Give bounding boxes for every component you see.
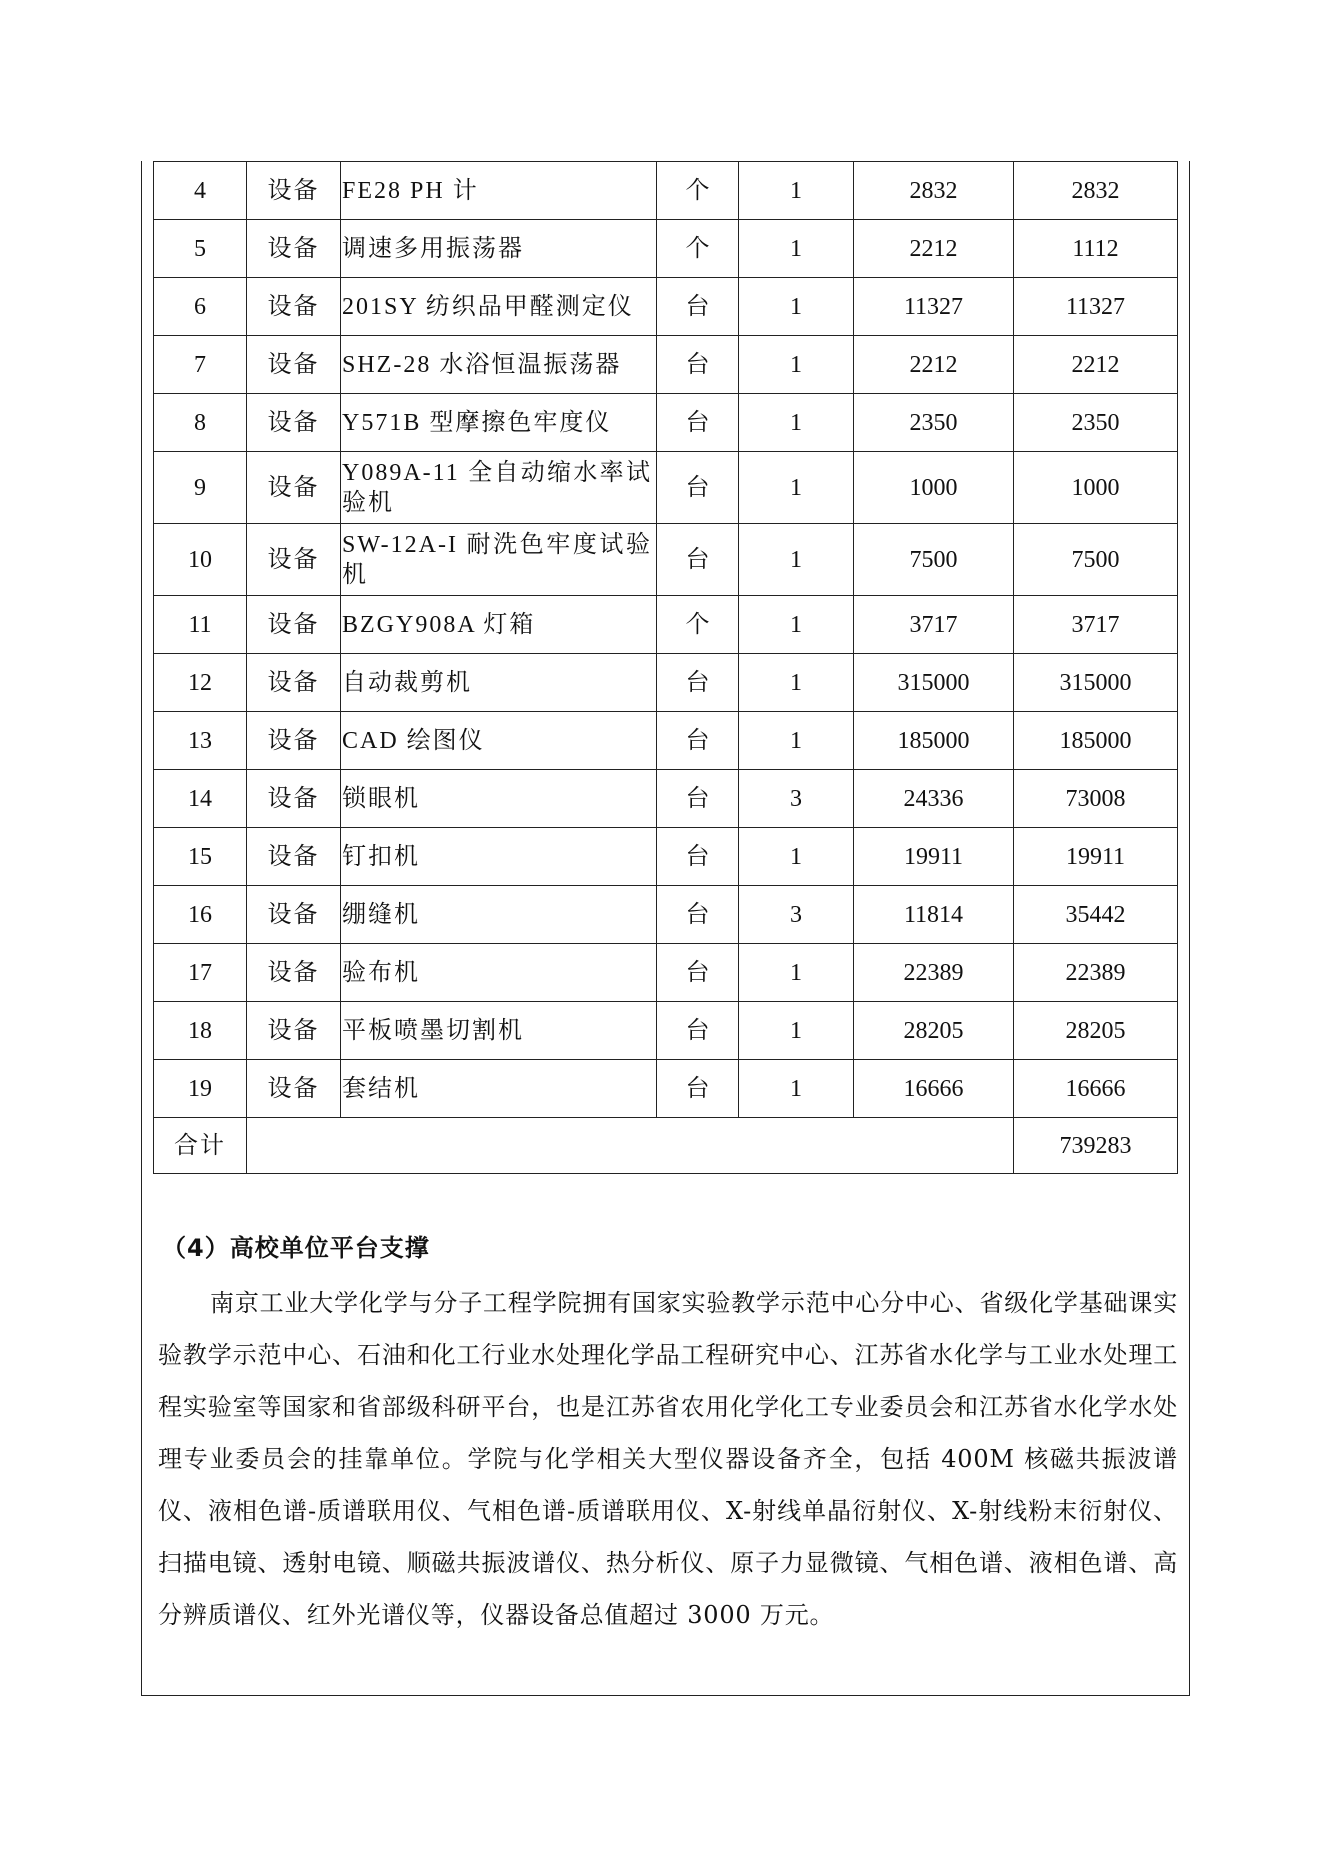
table-row	[154, 944, 1178, 1002]
row-item-name: 锁眼机	[341, 770, 657, 828]
table-row	[154, 1060, 1178, 1118]
row-category: 设备	[247, 712, 341, 770]
sum-empty-cell	[247, 1118, 1014, 1174]
row-quantity: 1	[739, 828, 854, 886]
row-item-name: 201SY 纺织品甲醛测定仪	[341, 278, 657, 336]
row-number: 10	[154, 524, 247, 596]
row-item-name: 绷缝机	[341, 886, 657, 944]
row-number: 9	[154, 452, 247, 524]
row-item-name: 调速多用振荡器	[341, 220, 657, 278]
row-unit: 个	[657, 220, 739, 278]
row-quantity: 3	[739, 886, 854, 944]
table-row	[154, 712, 1178, 770]
row-quantity: 1	[739, 1060, 854, 1118]
row-item-name: CAD 绘图仪	[341, 712, 657, 770]
row-category: 设备	[247, 220, 341, 278]
row-number: 15	[154, 828, 247, 886]
row-item-name: 钉扣机	[341, 828, 657, 886]
row-category: 设备	[247, 162, 341, 220]
row-unit-price: 3717	[854, 596, 1014, 654]
row-unit-price: 185000	[854, 712, 1014, 770]
row-category: 设备	[247, 452, 341, 524]
row-total: 28205	[1014, 1002, 1178, 1060]
row-unit-price: 16666	[854, 1060, 1014, 1118]
row-item-name: FE28 PH 计	[341, 162, 657, 220]
row-unit-price: 11814	[854, 886, 1014, 944]
row-unit: 台	[657, 1002, 739, 1060]
row-item-name: BZGY908A 灯箱	[341, 596, 657, 654]
row-number: 8	[154, 394, 247, 452]
row-unit: 个	[657, 162, 739, 220]
row-category: 设备	[247, 336, 341, 394]
row-number: 19	[154, 1060, 247, 1118]
row-total: 3717	[1014, 596, 1178, 654]
row-item-name: 验布机	[341, 944, 657, 1002]
table-row	[154, 278, 1178, 336]
row-unit-price: 24336	[854, 770, 1014, 828]
table-row	[154, 654, 1178, 712]
row-unit-price: 1000	[854, 452, 1014, 524]
row-unit: 个	[657, 596, 739, 654]
row-category: 设备	[247, 278, 341, 336]
row-quantity: 1	[739, 654, 854, 712]
row-quantity: 1	[739, 162, 854, 220]
equipment-table	[153, 161, 1178, 1174]
row-unit: 台	[657, 712, 739, 770]
sum-row	[154, 1118, 1178, 1174]
row-quantity: 1	[739, 944, 854, 1002]
row-unit: 台	[657, 770, 739, 828]
row-unit-price: 19911	[854, 828, 1014, 886]
row-number: 12	[154, 654, 247, 712]
row-item-name: SW-12A-I 耐洗色牢度试验机	[341, 524, 657, 596]
table-row	[154, 162, 1178, 220]
platform-support-section	[158, 1228, 1178, 1641]
row-total: 73008	[1014, 770, 1178, 828]
table-row	[154, 828, 1178, 886]
section-paragraph: 南京工业大学化学与分子工程学院拥有国家实验教学示范中心分中心、省级化学基础课实验教学示范中心、石油和化工行业水处理化学品工程研究中心、江苏省水化学与工业水处理工程实验室等国家和省部级科研平台，也是江苏省农用化学化工专业委员会和江苏省水化学水处理专业委员会的挂靠单位。学院与化学相关大型仪器设备齐全，包括 400M 核磁共振波谱仪、液相色谱-质谱联用仪、气相色谱-质谱联用仪、X-射线单晶衍射仪、X-射线粉末衍射仪、扫描电镜、透射电镜、顺磁共振波谱仪、热分析仪、原子力显微镜、气相色谱、液相色谱、高分辨质谱仪、红外光谱仪等，仪器设备总值超过 3000 万元。	[158, 1289, 1178, 1629]
row-category: 设备	[247, 654, 341, 712]
table-row	[154, 770, 1178, 828]
row-quantity: 1	[739, 596, 854, 654]
row-unit: 台	[657, 336, 739, 394]
row-unit-price: 2350	[854, 394, 1014, 452]
row-total: 11327	[1014, 278, 1178, 336]
row-unit: 台	[657, 1060, 739, 1118]
row-total: 7500	[1014, 524, 1178, 596]
row-unit: 台	[657, 828, 739, 886]
table-row	[154, 1002, 1178, 1060]
row-unit-price: 2212	[854, 336, 1014, 394]
row-total: 2212	[1014, 336, 1178, 394]
row-unit-price: 315000	[854, 654, 1014, 712]
row-total: 22389	[1014, 944, 1178, 1002]
row-item-name: Y571B 型摩擦色牢度仪	[341, 394, 657, 452]
row-category: 设备	[247, 770, 341, 828]
row-unit-price: 28205	[854, 1002, 1014, 1060]
row-number: 14	[154, 770, 247, 828]
row-total: 185000	[1014, 712, 1178, 770]
row-quantity: 1	[739, 1002, 854, 1060]
row-total: 35442	[1014, 886, 1178, 944]
row-category: 设备	[247, 1002, 341, 1060]
row-number: 5	[154, 220, 247, 278]
row-unit-price: 2212	[854, 220, 1014, 278]
row-category: 设备	[247, 944, 341, 1002]
row-total: 1112	[1014, 220, 1178, 278]
table-row	[154, 452, 1178, 524]
equipment-table-body	[154, 162, 1178, 1174]
row-quantity: 1	[739, 394, 854, 452]
row-unit-price: 2832	[854, 162, 1014, 220]
table-row	[154, 886, 1178, 944]
row-unit: 台	[657, 524, 739, 596]
row-item-name: SHZ-28 水浴恒温振荡器	[341, 336, 657, 394]
table-row	[154, 596, 1178, 654]
row-number: 18	[154, 1002, 247, 1060]
row-number: 6	[154, 278, 247, 336]
table-row	[154, 524, 1178, 596]
row-number: 17	[154, 944, 247, 1002]
row-item-name: 套结机	[341, 1060, 657, 1118]
row-number: 4	[154, 162, 247, 220]
row-total: 19911	[1014, 828, 1178, 886]
row-unit: 台	[657, 452, 739, 524]
row-unit: 台	[657, 278, 739, 336]
section-heading: （4）高校单位平台支撑	[162, 1234, 430, 1262]
row-unit: 台	[657, 654, 739, 712]
row-number: 16	[154, 886, 247, 944]
row-quantity: 3	[739, 770, 854, 828]
row-number: 11	[154, 596, 247, 654]
row-quantity: 1	[739, 278, 854, 336]
row-quantity: 1	[739, 220, 854, 278]
row-category: 设备	[247, 394, 341, 452]
row-item-name: Y089A-11 全自动缩水率试验机	[341, 452, 657, 524]
row-category: 设备	[247, 886, 341, 944]
row-total: 2832	[1014, 162, 1178, 220]
row-unit: 台	[657, 394, 739, 452]
table-row	[154, 336, 1178, 394]
row-total: 315000	[1014, 654, 1178, 712]
row-category: 设备	[247, 1060, 341, 1118]
row-total: 16666	[1014, 1060, 1178, 1118]
row-item-name: 平板喷墨切割机	[341, 1002, 657, 1060]
row-quantity: 1	[739, 336, 854, 394]
row-quantity: 1	[739, 524, 854, 596]
sum-label: 合计	[154, 1118, 247, 1174]
row-unit-price: 22389	[854, 944, 1014, 1002]
row-category: 设备	[247, 828, 341, 886]
row-total: 2350	[1014, 394, 1178, 452]
row-quantity: 1	[739, 452, 854, 524]
row-number: 13	[154, 712, 247, 770]
row-number: 7	[154, 336, 247, 394]
table-row	[154, 220, 1178, 278]
row-unit: 台	[657, 944, 739, 1002]
row-category: 设备	[247, 596, 341, 654]
row-unit-price: 11327	[854, 278, 1014, 336]
row-item-name: 自动裁剪机	[341, 654, 657, 712]
sum-value: 739283	[1014, 1118, 1178, 1174]
row-category: 设备	[247, 524, 341, 596]
row-unit: 台	[657, 886, 739, 944]
row-quantity: 1	[739, 712, 854, 770]
row-unit-price: 7500	[854, 524, 1014, 596]
table-row	[154, 394, 1178, 452]
row-total: 1000	[1014, 452, 1178, 524]
